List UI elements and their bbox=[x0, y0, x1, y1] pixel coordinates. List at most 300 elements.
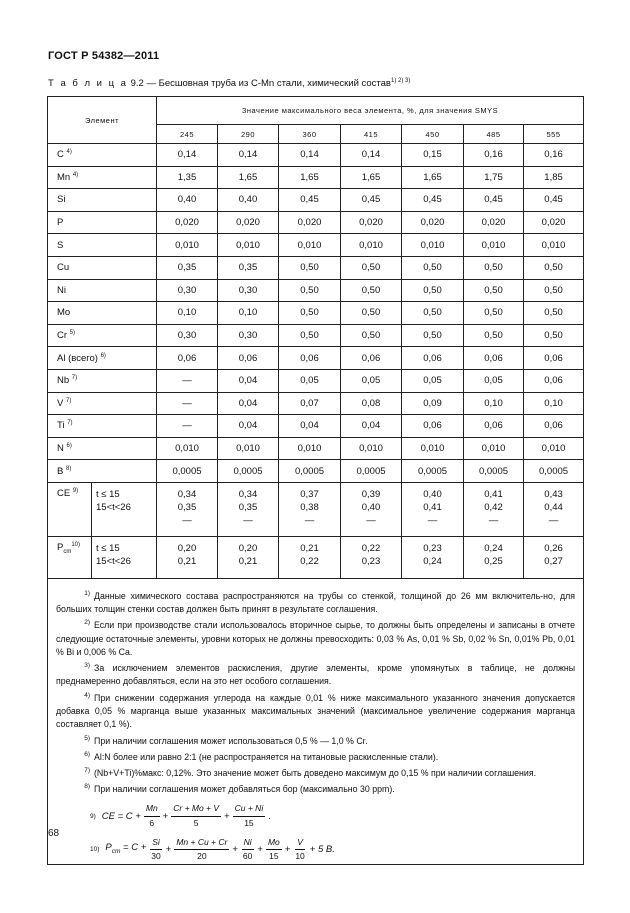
value-cell: 0,0005 bbox=[341, 460, 402, 483]
ce-value-cell bbox=[157, 482, 218, 536]
value-cell: 0,0005 bbox=[464, 460, 524, 483]
pcm-value: 0,23 bbox=[361, 555, 381, 567]
fraction bbox=[171, 802, 221, 830]
pcm-value: 0,21 bbox=[238, 555, 258, 567]
document-header: ГОСТ Р 54382—2011 bbox=[48, 50, 160, 62]
pcm-value-cell bbox=[157, 536, 218, 578]
value-cell: 0,50 bbox=[524, 256, 584, 279]
footnote-number: 6) bbox=[84, 750, 90, 758]
element-symbol: V bbox=[57, 397, 64, 409]
pcm-value-cell bbox=[524, 536, 584, 578]
ce-value: 0,44 bbox=[544, 501, 563, 513]
element-cell bbox=[48, 460, 157, 483]
footnote-number: 5) bbox=[84, 734, 90, 742]
value-cell: 0,010 bbox=[279, 234, 341, 257]
element-symbol: Nb bbox=[57, 375, 70, 387]
formula-end: . bbox=[268, 810, 271, 822]
value-cell: 1,65 bbox=[279, 166, 341, 189]
smys-header: 245 bbox=[157, 125, 218, 144]
column-header-max-weight: Значение максимального веса элемента, %, для значения SMYS bbox=[157, 97, 584, 125]
table-row bbox=[48, 324, 584, 347]
ce-value-cell bbox=[218, 482, 279, 536]
value-cell: 0,50 bbox=[402, 256, 464, 279]
table-row bbox=[48, 302, 584, 325]
value-cell: 0,04 bbox=[341, 415, 402, 438]
element-cell bbox=[48, 302, 157, 325]
element-cell bbox=[48, 347, 157, 370]
value-cell: 0,45 bbox=[279, 189, 341, 212]
ce-value: — bbox=[548, 514, 559, 526]
ce-value: 0,37 bbox=[300, 488, 319, 500]
footnote-number: 2) bbox=[84, 619, 90, 627]
value-cell: — bbox=[157, 369, 218, 392]
caption-refs: 1) 2) 3) bbox=[390, 78, 411, 84]
ce-footnote-ref: 9) bbox=[72, 487, 79, 494]
footnote-text: Al:N более или равно 2:1 (не распространяется на титановые раскисленные стали). bbox=[94, 751, 439, 762]
formula-lhs-sub: cm bbox=[111, 848, 121, 856]
element-cell bbox=[48, 437, 157, 460]
value-cell: 0,05 bbox=[464, 369, 524, 392]
pcm-value-cell bbox=[279, 536, 341, 578]
value-cell: 0,06 bbox=[464, 415, 524, 438]
value-cell: 0,50 bbox=[402, 324, 464, 347]
element-cell bbox=[48, 256, 157, 279]
value-cell: 0,06 bbox=[402, 347, 464, 370]
value-cell: 0,50 bbox=[464, 256, 524, 279]
fraction-numerator: Mn + Cu + Cr bbox=[174, 836, 229, 850]
pcm-label-sub: cm bbox=[63, 548, 72, 555]
footnote-number: 8) bbox=[84, 783, 90, 791]
table-row bbox=[48, 234, 584, 257]
value-cell: 0,14 bbox=[341, 144, 402, 167]
element-symbol: Mo bbox=[57, 307, 71, 319]
plus-sign: + bbox=[165, 844, 172, 856]
table-row bbox=[48, 144, 584, 167]
smys-header: 485 bbox=[464, 125, 524, 144]
value-cell: 0,010 bbox=[157, 437, 218, 460]
pcm-value-cell bbox=[464, 536, 524, 578]
ce-row bbox=[48, 482, 584, 536]
value-cell: 0,50 bbox=[279, 279, 341, 302]
value-cell: 0,50 bbox=[464, 324, 524, 347]
fraction-denominator: 15 bbox=[269, 851, 279, 862]
value-cell: 0,06 bbox=[157, 347, 218, 370]
pcm-value: 0,24 bbox=[484, 542, 503, 554]
pcm-value: 0,21 bbox=[177, 555, 197, 567]
ce-value: — bbox=[488, 514, 499, 526]
value-cell: 0,50 bbox=[464, 279, 524, 302]
value-cell: 0,04 bbox=[218, 392, 279, 415]
element-cell bbox=[48, 369, 157, 392]
ce-value-cell bbox=[341, 482, 402, 536]
value-cell: 0,35 bbox=[218, 256, 279, 279]
element-footnote-ref: 4) bbox=[66, 149, 72, 156]
fraction bbox=[233, 802, 266, 830]
value-cell: 0,14 bbox=[218, 144, 279, 167]
thickness-condition: 15<t<26 bbox=[96, 501, 131, 513]
value-cell: 0,50 bbox=[341, 302, 402, 325]
value-cell: 0,06 bbox=[464, 347, 524, 370]
ce-value: 0,41 bbox=[484, 488, 503, 500]
element-symbol: Cu bbox=[57, 262, 70, 274]
value-cell: 0,06 bbox=[524, 415, 584, 438]
value-cell: 0,50 bbox=[402, 279, 464, 302]
element-cell bbox=[48, 324, 157, 347]
footnote bbox=[56, 764, 575, 780]
element-cell bbox=[48, 392, 157, 415]
formula-lhs: CE = C + bbox=[101, 810, 141, 822]
ce-conditions-cell bbox=[92, 482, 157, 536]
element-footnote-ref: 5) bbox=[69, 329, 76, 336]
value-cell: 0,06 bbox=[402, 415, 464, 438]
ce-value: 0,35 bbox=[238, 501, 258, 513]
value-cell: 0,10 bbox=[464, 392, 524, 415]
plus-sign: + bbox=[232, 844, 238, 856]
ce-label: CE bbox=[57, 488, 71, 500]
footnote-text: При наличии соглашения может добавляться бор (максимально 30 ppm). bbox=[94, 784, 395, 795]
value-cell: 0,10 bbox=[524, 392, 584, 415]
table-row bbox=[48, 166, 584, 189]
plus-sign: + bbox=[224, 810, 230, 822]
value-cell: 0,0005 bbox=[218, 460, 279, 483]
fraction bbox=[174, 836, 229, 864]
pcm-value: 0,20 bbox=[177, 542, 197, 554]
table-row bbox=[48, 369, 584, 392]
pcm-value: 0,23 bbox=[423, 542, 442, 554]
thickness-condition: t ≤ 15 bbox=[96, 542, 120, 554]
value-cell: 0,05 bbox=[402, 369, 464, 392]
table-row bbox=[48, 392, 584, 415]
table-row bbox=[48, 347, 584, 370]
value-cell: 0,15 bbox=[402, 144, 464, 167]
ce-value-cell bbox=[279, 482, 341, 536]
footnote-text: При наличии соглашения может использоваться 0,5 % — 1,0 % Cr. bbox=[94, 735, 368, 746]
value-cell: 0,010 bbox=[157, 234, 218, 257]
pcm-value: 0,27 bbox=[544, 555, 563, 567]
footnote-text: При снижении содержания углерода на каждые 0,01 % ниже максимального указанного значения допускается добавка 0,05 % марганца выше указанных максимальных значений (максимальное увеличение содержания марганца составляет 0,1 %). bbox=[56, 692, 576, 730]
value-cell: 0,010 bbox=[524, 437, 584, 460]
pcm-footnote-ref: 10) bbox=[71, 541, 81, 548]
element-symbol: Mn bbox=[57, 171, 71, 183]
fraction-numerator: Si bbox=[150, 836, 162, 850]
value-cell: 0,50 bbox=[279, 302, 341, 325]
fraction bbox=[149, 836, 162, 864]
value-cell: 0,010 bbox=[464, 234, 524, 257]
value-cell: 0,09 bbox=[402, 392, 464, 415]
element-symbol: C bbox=[57, 149, 64, 161]
plus-sign: + bbox=[257, 844, 263, 856]
pcm-value: 0,20 bbox=[238, 542, 258, 554]
value-cell: 0,010 bbox=[402, 234, 464, 257]
footnote bbox=[56, 689, 575, 732]
pcm-value-cell bbox=[218, 536, 279, 578]
value-cell: 0,14 bbox=[157, 144, 218, 167]
value-cell: 0,010 bbox=[402, 437, 464, 460]
footnote-number: 3) bbox=[84, 662, 90, 670]
value-cell: 0,30 bbox=[218, 324, 279, 347]
value-cell: 0,45 bbox=[341, 189, 402, 212]
column-header-element: Элемент bbox=[48, 97, 157, 144]
ce-value: 0,40 bbox=[423, 488, 442, 500]
fraction bbox=[144, 802, 160, 830]
ce-value-cell bbox=[524, 482, 584, 536]
fraction-denominator: 10 bbox=[295, 851, 305, 862]
pcm-value: 0,26 bbox=[544, 542, 563, 554]
element-footnote-ref: 7) bbox=[71, 375, 78, 382]
value-cell: 0,50 bbox=[341, 256, 402, 279]
value-cell: 0,50 bbox=[524, 324, 584, 347]
element-footnote-ref: 7) bbox=[65, 397, 72, 404]
value-cell: 0,04 bbox=[218, 369, 279, 392]
pcm-row bbox=[48, 536, 584, 578]
element-symbol: Al (всего) bbox=[57, 352, 98, 364]
pcm-value: 0,22 bbox=[300, 555, 319, 567]
value-cell: 0,010 bbox=[218, 437, 279, 460]
value-cell: 0,020 bbox=[402, 211, 464, 234]
value-cell: 0,40 bbox=[157, 189, 218, 212]
element-symbol: S bbox=[57, 239, 64, 251]
table-row bbox=[48, 460, 584, 483]
value-cell: 0,04 bbox=[218, 415, 279, 438]
smys-header: 290 bbox=[218, 125, 279, 144]
element-footnote-ref: 6) bbox=[100, 352, 106, 359]
formula-footnote-number: 9) bbox=[90, 812, 96, 820]
value-cell: 0,04 bbox=[279, 415, 341, 438]
element-symbol: Ti bbox=[57, 420, 65, 432]
value-cell: 0,0005 bbox=[157, 460, 218, 483]
value-cell: 0,30 bbox=[218, 279, 279, 302]
footnote bbox=[56, 732, 575, 748]
ce-value: — bbox=[366, 514, 376, 526]
element-cell bbox=[48, 234, 157, 257]
footnote-text: Данные химического состава распространяются на трубы со стенкой, толщиной до 26 мм включитель-но, для больших толщин стенки состав должен быть принят в результате соглашения. bbox=[56, 590, 576, 615]
value-cell: 0,50 bbox=[279, 256, 341, 279]
footnote-number: 7) bbox=[84, 767, 90, 774]
ce-value: — bbox=[182, 514, 192, 526]
element-footnote-ref: 6) bbox=[66, 442, 72, 449]
footnote-text: (Nb+V+Ti)%макс: 0,12%. Это значение может быть доведено максимум до 0,15 % при наличии соглашения. bbox=[94, 767, 537, 778]
element-symbol: N bbox=[57, 443, 64, 455]
value-cell: 1,85 bbox=[524, 166, 584, 189]
value-cell: 0,50 bbox=[279, 324, 341, 347]
value-cell: 0,020 bbox=[157, 211, 218, 234]
formula-lhs bbox=[105, 841, 146, 858]
fraction-denominator: 60 bbox=[242, 851, 253, 862]
value-cell: 0,16 bbox=[524, 144, 584, 167]
table-caption bbox=[48, 78, 410, 89]
fraction-numerator: Mo bbox=[266, 836, 282, 850]
fraction-denominator: 30 bbox=[151, 851, 161, 862]
value-cell: 0,020 bbox=[218, 211, 279, 234]
value-cell: 0,50 bbox=[341, 279, 402, 302]
formula-lhs-symbol: P bbox=[105, 842, 112, 854]
value-cell: 1,75 bbox=[464, 166, 524, 189]
value-cell: 0,05 bbox=[341, 369, 402, 392]
fraction-denominator: 5 bbox=[193, 817, 199, 828]
value-cell: 0,35 bbox=[157, 256, 218, 279]
value-cell: 0,06 bbox=[279, 347, 341, 370]
value-cell: 0,50 bbox=[524, 302, 584, 325]
value-cell: 1,35 bbox=[157, 166, 218, 189]
fraction-denominator: 6 bbox=[149, 817, 155, 828]
footnote bbox=[56, 780, 575, 796]
ce-label-cell bbox=[48, 482, 92, 536]
footnote-number: 1) bbox=[84, 589, 90, 597]
footnote bbox=[56, 616, 575, 659]
footnote-number: 4) bbox=[84, 691, 90, 699]
value-cell: 0,16 bbox=[464, 144, 524, 167]
fraction-numerator: Ni bbox=[242, 836, 254, 850]
pcm-value-cell bbox=[341, 536, 402, 578]
table-row bbox=[48, 211, 584, 234]
ce-value: — bbox=[304, 514, 315, 526]
pcm-value: 0,25 bbox=[484, 555, 503, 567]
footnote-text: За исключением элементов раскисления, другие элементы, кроме упомянутых в таблице, не должны преднамеренно добавляться, если на это нет особого соглашения. bbox=[56, 663, 576, 687]
element-cell bbox=[48, 279, 157, 302]
value-cell: 0,06 bbox=[524, 347, 584, 370]
pcm-label-cell bbox=[48, 536, 92, 578]
ce-value: 0,42 bbox=[484, 501, 503, 513]
element-symbol: Cr bbox=[57, 330, 68, 342]
value-cell: 0,05 bbox=[279, 369, 341, 392]
caption-text: — Бесшовная труба из C-Mn стали, химический состав bbox=[143, 78, 391, 90]
element-symbol: Ni bbox=[57, 284, 66, 296]
table-row bbox=[48, 189, 584, 212]
value-cell: 0,06 bbox=[218, 347, 279, 370]
fraction-denominator: 20 bbox=[197, 851, 207, 862]
element-cell bbox=[48, 144, 157, 167]
element-symbol: B bbox=[57, 465, 64, 477]
notes-row bbox=[48, 578, 584, 864]
value-cell: 0,50 bbox=[402, 302, 464, 325]
value-cell: 0,010 bbox=[524, 234, 584, 257]
pcm-label: P bbox=[57, 542, 64, 554]
value-cell: 0,10 bbox=[218, 302, 279, 325]
table-notes bbox=[48, 578, 584, 864]
ce-value: 0,39 bbox=[361, 488, 381, 500]
value-cell: 0,45 bbox=[402, 189, 464, 212]
value-cell: 0,45 bbox=[464, 189, 524, 212]
ce-value-cell bbox=[402, 482, 464, 536]
element-symbol: Si bbox=[57, 194, 66, 206]
thickness-condition: t ≤ 15 bbox=[96, 488, 120, 500]
value-cell: 0,07 bbox=[279, 392, 341, 415]
formula-footnote-number: 10) bbox=[90, 846, 100, 854]
table-row bbox=[48, 415, 584, 438]
smys-header: 555 bbox=[524, 125, 584, 144]
page-number: 68 bbox=[48, 828, 60, 839]
pcm-value-cell bbox=[402, 536, 464, 578]
ce-value: 0,41 bbox=[423, 501, 442, 513]
element-cell bbox=[48, 189, 157, 212]
caption-label: Т а б л и ц а bbox=[48, 78, 128, 90]
table-row bbox=[48, 256, 584, 279]
ce-value: — bbox=[427, 514, 438, 526]
plus-sign: + bbox=[284, 844, 291, 856]
smys-header: 415 bbox=[341, 125, 402, 144]
element-footnote-ref: 4) bbox=[72, 171, 79, 178]
value-cell: 0,020 bbox=[524, 211, 584, 234]
ce-value: 0,38 bbox=[300, 501, 319, 513]
footnote-text: Если при производстве стали использовалось вторичное сырье, то должны быть определены и записаны в отчете следующие остаточные элементы, уровни которых не должны превосходить: 0,03 % As, 0,01 % Sb, 0,02 % Sn, 0,01% Pb, 0,01 % Bi и 0,006 % Ca. bbox=[56, 620, 576, 657]
value-cell: 0,010 bbox=[279, 437, 341, 460]
ce-value: 0,34 bbox=[238, 488, 258, 500]
formula-end: + 5 B. bbox=[309, 844, 335, 856]
footnote bbox=[56, 587, 575, 617]
ce-value: 0,35 bbox=[177, 501, 197, 513]
ce-formula bbox=[56, 802, 575, 830]
value-cell: 0,40 bbox=[218, 189, 279, 212]
ce-value-cell bbox=[464, 482, 524, 536]
value-cell: 0,010 bbox=[341, 234, 402, 257]
fraction-numerator: Cr + Mo + V bbox=[171, 802, 221, 816]
value-cell: 0,0005 bbox=[524, 460, 584, 483]
value-cell: — bbox=[157, 392, 218, 415]
footnote bbox=[56, 748, 575, 764]
element-footnote-ref: 7) bbox=[67, 420, 73, 427]
pcm-value: 0,22 bbox=[361, 542, 381, 554]
value-cell: 0,06 bbox=[341, 347, 402, 370]
value-cell: 0,10 bbox=[157, 302, 218, 325]
value-cell: 0,50 bbox=[341, 324, 402, 347]
value-cell: 0,50 bbox=[464, 302, 524, 325]
element-cell bbox=[48, 415, 157, 438]
ce-value: 0,34 bbox=[177, 488, 197, 500]
value-cell: 1,65 bbox=[218, 166, 279, 189]
element-cell bbox=[48, 166, 157, 189]
fraction-numerator: Mn bbox=[144, 802, 160, 816]
value-cell: 0,0005 bbox=[279, 460, 341, 483]
value-cell: 0,020 bbox=[464, 211, 524, 234]
ce-value: 0,40 bbox=[361, 501, 381, 513]
smys-header: 360 bbox=[279, 125, 341, 144]
value-cell: 0,020 bbox=[341, 211, 402, 234]
value-cell: 0,010 bbox=[341, 437, 402, 460]
table-row bbox=[48, 437, 584, 460]
ce-value: — bbox=[243, 514, 253, 526]
smys-header: 450 bbox=[402, 125, 464, 144]
thickness-condition: 15<t<26 bbox=[96, 555, 131, 567]
fraction-denominator: 15 bbox=[244, 817, 254, 828]
value-cell: 1,65 bbox=[341, 166, 402, 189]
value-cell: 0,30 bbox=[157, 279, 218, 302]
fraction bbox=[266, 836, 282, 864]
pcm-formula bbox=[56, 836, 575, 864]
value-cell: 0,14 bbox=[279, 144, 341, 167]
element-symbol: P bbox=[57, 217, 64, 229]
value-cell: 1,65 bbox=[402, 166, 464, 189]
value-cell: 0,010 bbox=[218, 234, 279, 257]
value-cell: 0,020 bbox=[279, 211, 341, 234]
value-cell: 0,30 bbox=[157, 324, 218, 347]
value-cell: 0,50 bbox=[524, 279, 584, 302]
pcm-value: 0,24 bbox=[423, 555, 442, 567]
caption-number: 9.2 bbox=[130, 78, 144, 90]
plus-sign: + bbox=[162, 810, 169, 822]
formula-lhs-rest: = C + bbox=[120, 842, 147, 854]
fraction-numerator: Cu + Ni bbox=[233, 802, 266, 816]
fraction bbox=[241, 836, 254, 864]
value-cell: 0,010 bbox=[464, 437, 524, 460]
table-row bbox=[48, 279, 584, 302]
element-footnote-ref: 8) bbox=[65, 465, 72, 472]
pcm-conditions-cell bbox=[92, 536, 157, 578]
ce-value: 0,43 bbox=[544, 488, 563, 500]
value-cell: 0,08 bbox=[341, 392, 402, 415]
chemical-composition-table bbox=[47, 96, 584, 865]
pcm-value: 0,21 bbox=[300, 542, 319, 554]
fraction bbox=[293, 836, 306, 864]
